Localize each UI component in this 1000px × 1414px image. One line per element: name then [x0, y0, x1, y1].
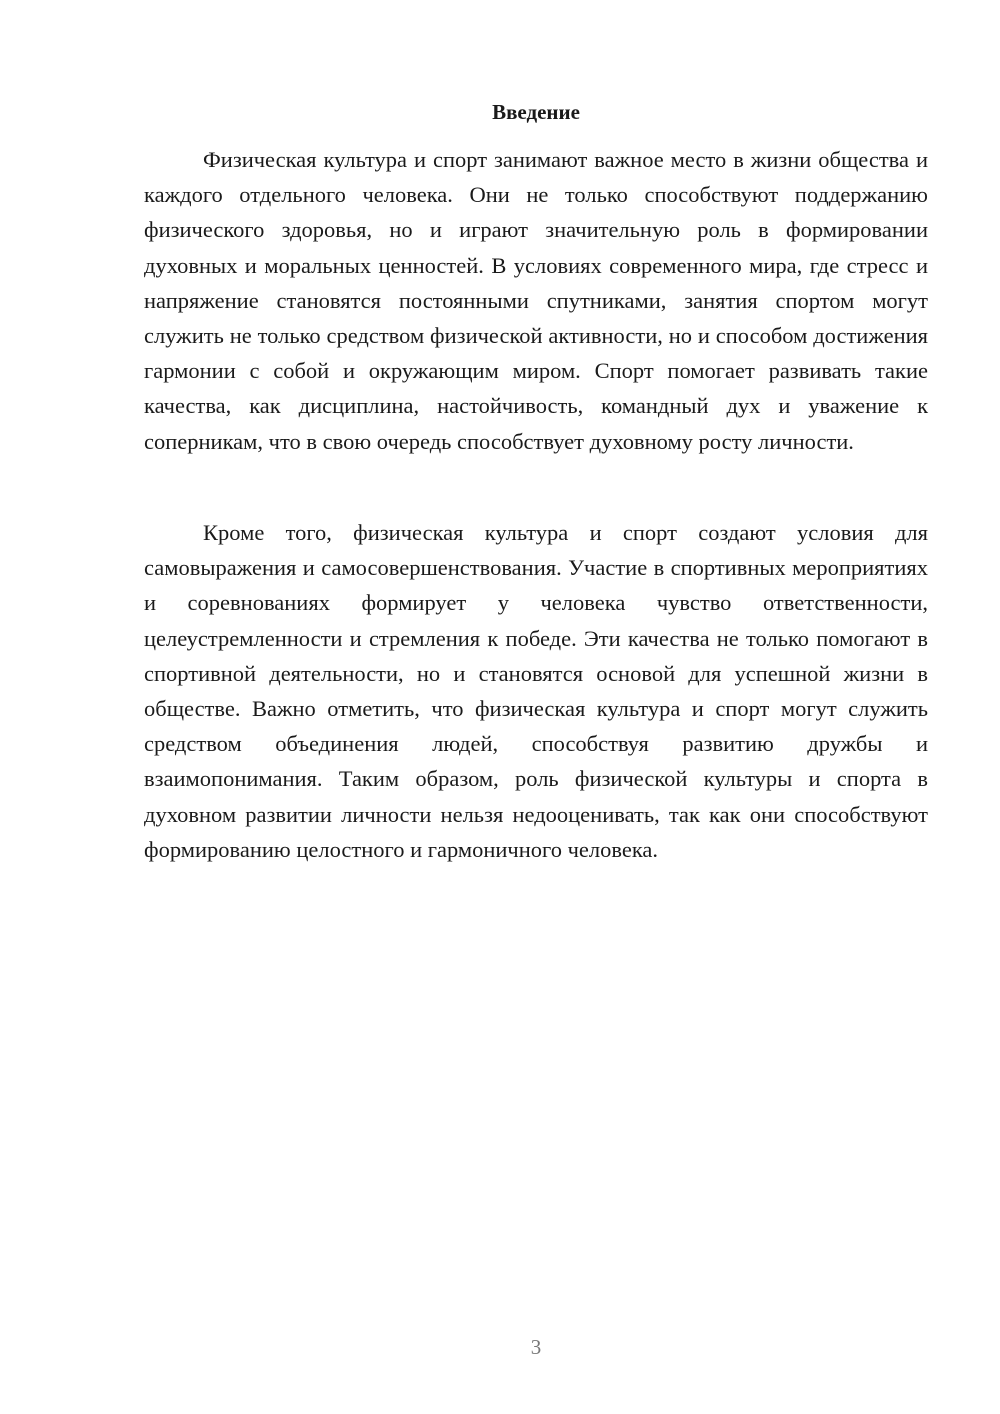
- page-title: Введение: [492, 100, 580, 124]
- body-paragraph-1: Физическая культура и спорт занимают важное место в жизни общества и каждого отдельного человека. Они не только способствуют поддержанию физического здоровья, но и играют значительную роль в формировании духовных и моральных ценностей. В условиях современного мира, где стресс и напряжение становятся постоянными спутниками, занятия спортом могут служить не только средством физической активности, но и способом достижения гармонии с собой и окружающим миром. Спорт помогает развивать такие качества, как дисциплина, настойчивость, командный дух и уважение к соперникам, что в свою очередь способствует духовному росту личности.: [144, 147, 928, 454]
- page-number: 3: [530, 1335, 542, 1359]
- body-paragraph-2: Кроме того, физическая культура и спорт создают условия для самовыражения и самосовершенствования. Участие в спортивных мероприятиях и соревнованиях формирует у человека чувство ответственности, целеустремленности и стремления к победе. Эти качества не только помогают в спортивной деятельности, но и становятся основой для успешной жизни в обществе. Важно отметить, что физическая культура и спорт могут служить средством объединения людей, способствуя развитию дружбы и взаимопонимания. Таким образом, роль физической культуры и спорта в духовном развитии личности нельзя недооценивать, так как они способствуют формированию целостного и гармоничного человека.: [144, 520, 928, 862]
